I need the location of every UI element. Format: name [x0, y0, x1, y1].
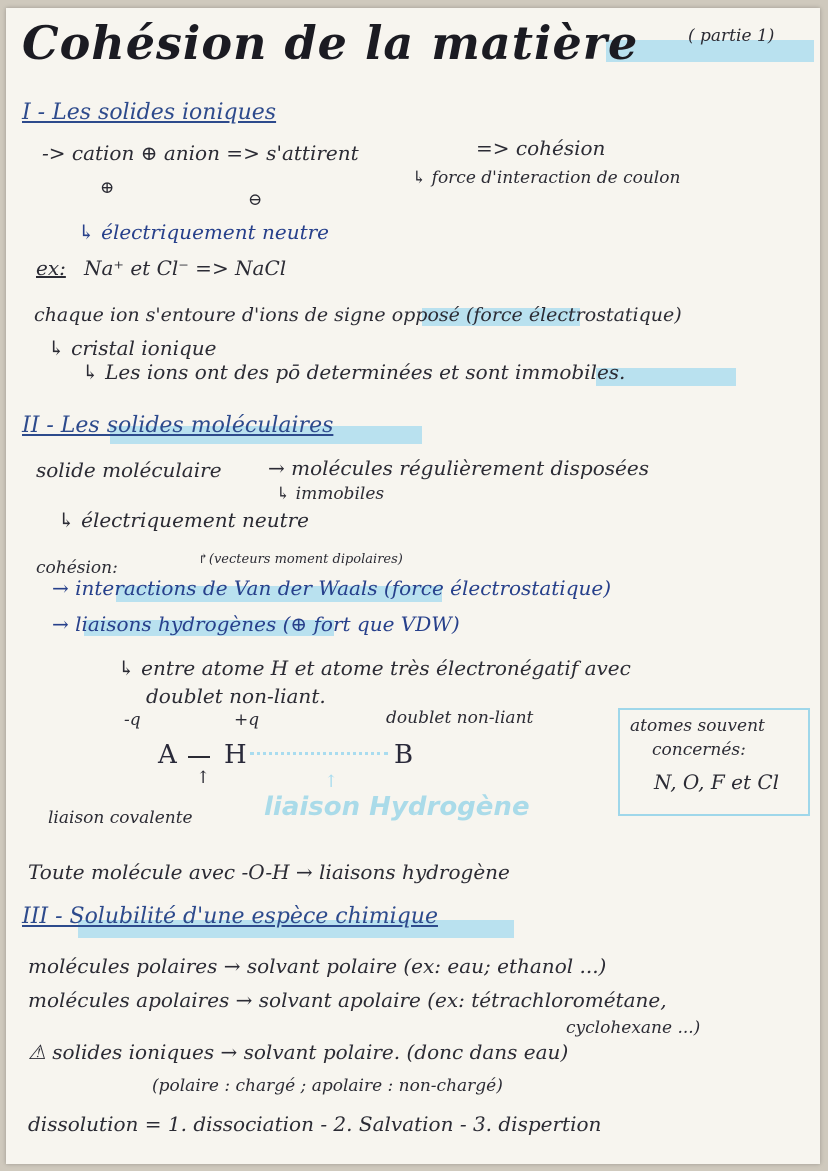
partial-negative: -q — [124, 710, 141, 730]
s1-line-2: chaque ion s'entoure d'ions de signe opposé (force électrostatique) — [34, 304, 682, 326]
s2-line-1b: → molécules régulièrement disposées — [268, 456, 649, 480]
section-3-heading: III - Solubilité d'une espèce chimique — [22, 904, 438, 929]
atom-h: H — [224, 740, 247, 770]
part-label: ( partie 1) — [688, 26, 775, 46]
covalent-bond-line — [188, 756, 210, 758]
hbond-label: liaison Hydrogène — [264, 792, 530, 822]
atoms-line-3: N, O, F et Cl — [654, 770, 780, 794]
atoms-line-1: atomes souvent — [630, 716, 765, 736]
arrow-covalent: ↑ — [196, 768, 211, 788]
notebook-page — [6, 8, 820, 1164]
section-1-heading: I - Les solides ioniques — [22, 100, 277, 125]
section-2-heading: II - Les solides moléculaires — [22, 413, 334, 438]
minus-sign: ⊖ — [248, 190, 263, 210]
hydrogen-bond-dots — [250, 752, 388, 755]
s1-line-3: ↳ cristal ionique — [48, 336, 217, 360]
van-der-waals: → interactions de Van der Waals (force électrostatique) — [52, 576, 612, 600]
covalent-label: liaison covalente — [48, 808, 193, 828]
s3-line-5: dissolution = 1. dissociation - 2. Salvation - 3. dispertion — [28, 1112, 602, 1136]
oh-rule: Toute molécule avec -O-H → liaisons hydrogène — [28, 860, 510, 884]
between-line-1: ↳ entre atome H et atome très électronégatif avec — [118, 656, 631, 680]
s1-line-1: -> cation ⊕ anion => s'attirent — [42, 141, 359, 165]
example-formula: Na⁺ et Cl⁻ => NaCl — [84, 256, 287, 280]
s3-line-2: molécules apolaires → solvant apolaire (ex: tétrachlorométane, — [28, 988, 667, 1012]
example-label: ex: — [36, 256, 66, 280]
arrow-hbond: ↑ — [324, 772, 339, 792]
page-title: Cohésion de la matière — [22, 16, 639, 70]
s1-line-1b: => cohésion — [476, 136, 606, 160]
s2-line-1: solide moléculaire — [36, 458, 222, 482]
dipole-note: ↱(vecteurs moment dipolaires) — [198, 552, 403, 567]
s3-line-2b: cyclohexane ...) — [566, 1018, 701, 1038]
between-line-2: doublet non-liant. — [146, 684, 326, 708]
atom-a: A — [158, 740, 177, 770]
s2-immobiles: ↳ immobiles — [276, 484, 385, 504]
partial-positive: +q — [234, 710, 260, 730]
atoms-line-2: concernés: — [652, 740, 746, 760]
coulomb-force: ↳ force d'interaction de coulon — [412, 168, 681, 188]
hydrogen-bonds: → liaisons hydrogènes (⊕ fort que VDW) — [52, 612, 460, 636]
cohesion-label: cohésion: — [36, 558, 118, 578]
s3-line-1: molécules polaires → solvant polaire (ex: eau; ethanol ...) — [28, 954, 607, 978]
s3-line-3: ⚠ solides ioniques → solvant polaire. (donc dans eau) — [28, 1040, 569, 1064]
s3-line-4: (polaire : chargé ; apolaire : non-chargé) — [152, 1076, 503, 1096]
atom-b: B — [394, 740, 414, 770]
s1-line-4: ↳ Les ions ont des pō determinées et sont immobiles. — [82, 360, 626, 384]
doublet-label: doublet non-liant — [386, 708, 534, 728]
s2-neutral: ↳ électriquement neutre — [58, 508, 310, 532]
plus-sign: ⊕ — [100, 178, 115, 198]
s1-neutral: ↳ électriquement neutre — [78, 220, 330, 244]
